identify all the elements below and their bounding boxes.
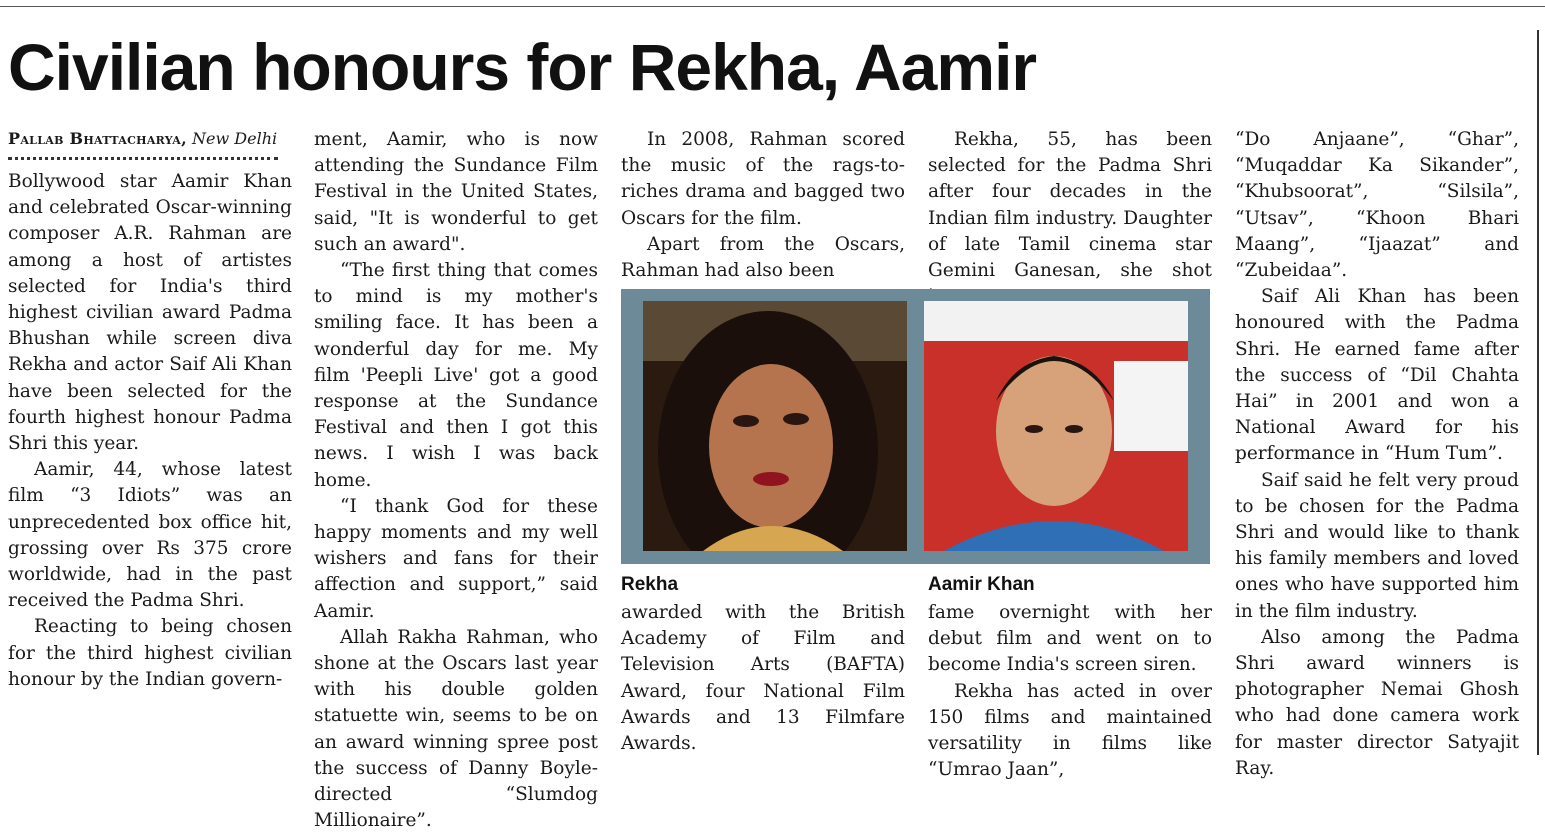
paragraph: Allah Rakha Rahman, who shone at the Oscars last year with his double golden statuette win, seems to be on an award winning spree post the success of Danny Boyle-directed “Slumdog Millionaire”.	[314, 626, 598, 832]
paragraph: Reacting to being chosen for the third highest civilian honour by the Indian govern-	[8, 616, 292, 690]
aamir-portrait-image	[924, 301, 1188, 551]
paragraph: Rekha has acted in over 150 films and maintained versatility in films like “Umrao Jaan”,	[928, 680, 1212, 781]
aamir-caption: Aamir Khan	[928, 574, 1035, 595]
aamir-photo	[924, 301, 1188, 551]
column-5	[1235, 127, 1519, 782]
column-1	[8, 127, 292, 693]
byline-divider	[8, 157, 278, 160]
rekha-portrait-image	[643, 301, 907, 551]
column-4-continued	[928, 600, 1212, 783]
headline: Civilian honours for Rekha, Aamir	[8, 30, 1037, 104]
paragraph: fame overnight with her debut film and went on to become India's screen siren.	[928, 602, 1212, 676]
paragraph: Saif Ali Khan has been honoured with the Padma Shri. He earned fame after the success of “Dil Chahta Hai” in 2001 and won a National Award for his performance in “Hum Tum”.	[1235, 286, 1519, 465]
paragraph: Rekha, 55, has been selected for the Padma Shri after four decades in the Indian film industry. Daughter of late Tamil cinema star Gemini Ganesan, she shot	[928, 129, 1212, 282]
column-3-continued	[621, 600, 905, 757]
column-2	[314, 127, 598, 834]
rekha-caption: Rekha	[621, 574, 679, 595]
rekha-photo	[643, 301, 907, 551]
paragraph: “The first thing that comes to mind is my mother's smiling face. It has been a wonderful day for me. My film 'Peepli Live' got a good response at the Sundance Festival and then I got this news. I wish I was back home.	[314, 260, 598, 491]
paragraph: Saif said he felt very proud to be chosen for the Padma Shri and would like to thank his family members and loved ones who have supported him in the film industry.	[1235, 469, 1519, 622]
byline-city: New Delhi	[192, 129, 278, 148]
column-3	[621, 127, 905, 284]
paragraph: Aamir, 44, whose latest film “3 Idiots” was an unprecedented box office hit, grossing over Rs 375 crore worldwide, had in the past received the Padma Shri.	[8, 459, 292, 612]
paragraph: Also among the Padma Shri award winners is photographer Nemai Ghosh who had done camera work for master director Satyajit Ray.	[1235, 626, 1519, 779]
paragraph: “I thank God for these happy moments and my well wishers and fans for their affection and support,” said Aamir.	[314, 495, 598, 622]
paragraph: Bollywood star Aamir Khan and celebrated Oscar-winning composer A.R. Rahman are among a host of artistes selected for India's third highest civilian award Padma Bhushan while screen diva Rekha and actor Saif Ali Khan have been selected for the fourth highest honour Padma Shri this year.	[8, 171, 292, 455]
column-4	[928, 127, 1212, 310]
top-rule	[0, 6, 1545, 7]
paragraph: Apart from the Oscars, Rahman had also been	[621, 233, 905, 282]
paragraph: awarded with the British Academy of Film and Television Arts (BAFTA) Award, four National Film Awards and 13 Filmfare Awards.	[621, 602, 905, 755]
paragraph: ment, Aamir, who is now attending the Sundance Film Festival in the United States, said, "It is wonderful to get such an award".	[314, 129, 598, 255]
byline	[8, 127, 292, 151]
byline-name: Pallab Bhattacharya,	[8, 129, 187, 148]
photo-frame	[621, 289, 1210, 564]
right-column-rule	[1537, 30, 1539, 755]
paragraph: In 2008, Rahman scored the music of the rags-to-riches drama and bagged two Oscars for the film.	[621, 129, 905, 229]
paragraph: “Do Anjaane”, “Ghar”, “Muqaddar Ka Sikander”, “Khubsoorat”, “Silsila”, “Utsav”, “Khoon Bhari Maang”, “Ijaazat” and “Zubeidaa”.	[1235, 129, 1519, 282]
